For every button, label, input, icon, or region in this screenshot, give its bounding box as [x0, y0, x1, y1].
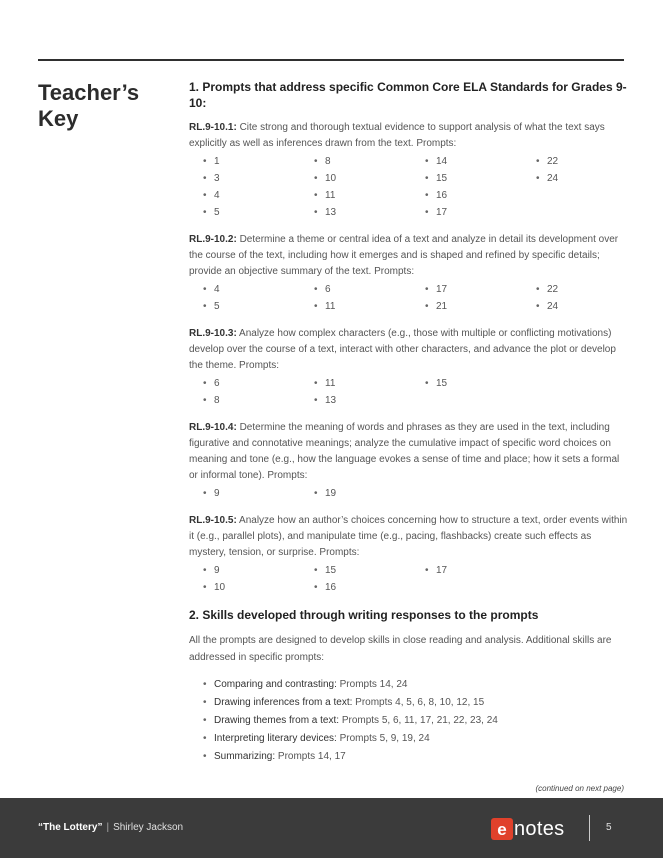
- prompt-number: [425, 579, 536, 596]
- bullet-icon: •: [203, 190, 207, 201]
- prompt-number: [203, 485, 314, 502]
- footer-separator: |: [106, 822, 110, 833]
- bullet-icon: •: [314, 173, 318, 184]
- prompt-number-value: 3: [214, 173, 220, 184]
- skill-item: [203, 712, 629, 730]
- top-rule: [38, 59, 624, 61]
- prompt-number: [425, 298, 536, 315]
- footer-book-info: [38, 822, 183, 833]
- prompt-number: [425, 392, 536, 409]
- continued-note: (continued on next page): [535, 784, 624, 793]
- skill-item: [203, 676, 629, 694]
- skill-item: [203, 748, 629, 766]
- footer: [0, 798, 663, 858]
- prompt-number-value: 4: [214, 190, 220, 201]
- bullet-icon: •: [203, 733, 207, 744]
- standard-code: RL.9-10.1:: [189, 122, 237, 133]
- standard-block: [189, 232, 629, 315]
- bullet-icon: •: [536, 284, 540, 295]
- bullet-icon: •: [536, 301, 540, 312]
- prompt-number: [203, 579, 314, 596]
- prompt-number: [314, 485, 425, 502]
- prompt-number: [425, 170, 536, 187]
- section2-intro: All the prompts are designed to develop skills in close reading and analysis. Additional skills are addressed in specific prompts:: [189, 635, 612, 663]
- prompt-number-value: 14: [436, 156, 448, 167]
- prompt-number-value: 6: [325, 284, 331, 295]
- skill-name: Comparing and contrasting:: [214, 679, 337, 690]
- enotes-logo-wordmark: notes: [514, 818, 565, 840]
- prompt-number: [425, 562, 536, 579]
- standard-block: [189, 420, 629, 502]
- prompt-number: [536, 485, 626, 502]
- standard-code: RL.9-10.4:: [189, 422, 237, 433]
- prompt-number-value: 1: [214, 156, 220, 167]
- prompt-number: [203, 375, 314, 392]
- prompt-number: [314, 281, 425, 298]
- skill-prompts: Prompts 4, 5, 6, 8, 10, 12, 15: [352, 697, 485, 708]
- bullet-icon: •: [425, 565, 429, 576]
- prompt-number-value: 13: [325, 395, 337, 406]
- prompt-number: [203, 281, 314, 298]
- prompt-number: [314, 187, 425, 204]
- prompt-number-value: 10: [214, 582, 226, 593]
- prompt-number-value: 5: [214, 301, 220, 312]
- footer-author: Shirley Jackson: [113, 822, 184, 833]
- prompt-number: [536, 153, 626, 170]
- prompt-number: [314, 392, 425, 409]
- standard-text: Determine the meaning of words and phrases as they are used in the text, including figurative and connotative meanings; analyze the cumulative impact of specific word choices on meaning and tone (e.g., how the language evokes a sense of time and place; how it sets a formal or informal tone). Prompts:: [189, 422, 620, 481]
- prompt-number: [314, 579, 425, 596]
- standard-description: [189, 420, 629, 484]
- prompt-number-grid: [203, 281, 629, 315]
- prompt-number-value: 17: [436, 565, 448, 576]
- prompt-number-grid: [203, 562, 629, 596]
- prompt-number: [203, 153, 314, 170]
- standard-description: [189, 120, 629, 152]
- prompt-number: [203, 562, 314, 579]
- standard-description: [189, 232, 629, 280]
- prompt-number-value: 15: [325, 565, 337, 576]
- standard-description: [189, 513, 629, 561]
- prompt-number-value: 16: [436, 190, 448, 201]
- skill-prompts: Prompts 5, 6, 11, 17, 21, 22, 23, 24: [339, 715, 498, 726]
- prompt-number-value: 9: [214, 565, 220, 576]
- prompt-number: [203, 170, 314, 187]
- page-number: 5: [606, 822, 612, 833]
- prompt-number: [536, 375, 626, 392]
- page-title: Teacher’s Key: [38, 80, 140, 131]
- prompt-number-value: 8: [325, 156, 331, 167]
- prompt-number-value: 22: [547, 156, 559, 167]
- standard-block: [189, 326, 629, 409]
- bullet-icon: •: [425, 173, 429, 184]
- prompt-number: [536, 187, 626, 204]
- bullet-icon: •: [314, 565, 318, 576]
- main-content: [189, 79, 629, 766]
- prompt-number: [536, 204, 626, 221]
- footer-divider: [589, 815, 590, 841]
- prompt-number-value: 13: [325, 207, 337, 218]
- bullet-icon: •: [203, 679, 207, 690]
- standard-description: [189, 326, 629, 374]
- prompt-number-grid: [203, 375, 629, 409]
- bullet-icon: •: [425, 301, 429, 312]
- skill-name: Interpreting literary devices:: [214, 733, 337, 744]
- prompt-number: [425, 153, 536, 170]
- bullet-icon: •: [203, 697, 207, 708]
- skills-list: [203, 676, 629, 766]
- prompt-number: [425, 187, 536, 204]
- bullet-icon: •: [536, 156, 540, 167]
- prompt-number-value: 6: [214, 378, 220, 389]
- skill-name: Summarizing:: [214, 751, 276, 762]
- standard-code: RL.9-10.3:: [189, 328, 237, 339]
- prompt-number: [203, 187, 314, 204]
- prompt-number: [536, 392, 626, 409]
- prompt-number-value: 10: [325, 173, 337, 184]
- prompt-number-value: 24: [547, 301, 559, 312]
- prompt-number: [536, 562, 626, 579]
- prompt-number: [314, 170, 425, 187]
- skill-name: Drawing inferences from a text:: [214, 697, 353, 708]
- prompt-number: [314, 375, 425, 392]
- standard-block: [189, 120, 629, 221]
- prompt-number: [536, 281, 626, 298]
- bullet-icon: •: [425, 207, 429, 218]
- footer-book-title: “The Lottery”: [38, 822, 103, 833]
- prompt-number: [314, 562, 425, 579]
- bullet-icon: •: [314, 156, 318, 167]
- standard-block: [189, 513, 629, 596]
- prompt-number-value: 15: [436, 378, 448, 389]
- bullet-icon: •: [314, 582, 318, 593]
- skill-prompts: Prompts 5, 9, 19, 24: [336, 733, 430, 744]
- bullet-icon: •: [425, 156, 429, 167]
- prompt-number-value: 17: [436, 284, 448, 295]
- prompt-number-grid: [203, 485, 629, 502]
- bullet-icon: •: [203, 378, 207, 389]
- bullet-icon: •: [314, 207, 318, 218]
- bullet-icon: •: [203, 565, 207, 576]
- skill-prompts: Prompts 14, 24: [336, 679, 408, 690]
- bullet-icon: •: [314, 301, 318, 312]
- enotes-logo-icon: e: [491, 818, 513, 840]
- standard-text: Analyze how complex characters (e.g., those with multiple or conflicting motivations) develop over the course of a text, interact with other characters, and advance the plot or develop the theme. Prompts:: [189, 328, 616, 371]
- prompt-number-value: 15: [436, 173, 448, 184]
- prompt-number: [203, 298, 314, 315]
- skill-item: [203, 730, 629, 748]
- prompt-number-value: 24: [547, 173, 559, 184]
- bullet-icon: •: [425, 378, 429, 389]
- standard-text: Determine a theme or central idea of a text and analyze in detail its development over the course of the text, including how it emerges and is shaped and refined by specific details; provide an objective summary of the text. Prompts:: [189, 234, 619, 277]
- prompt-number: [314, 298, 425, 315]
- bullet-icon: •: [203, 284, 207, 295]
- bullet-icon: •: [203, 395, 207, 406]
- bullet-icon: •: [203, 582, 207, 593]
- prompt-number-value: 11: [325, 190, 336, 201]
- prompt-number: [203, 204, 314, 221]
- prompt-number: [314, 204, 425, 221]
- enotes-logo[interactable]: [491, 818, 564, 840]
- bullet-icon: •: [314, 488, 318, 499]
- bullet-icon: •: [314, 190, 318, 201]
- bullet-icon: •: [425, 284, 429, 295]
- prompt-number: [425, 485, 536, 502]
- prompt-number: [425, 204, 536, 221]
- prompt-number: [203, 392, 314, 409]
- prompt-number: [425, 375, 536, 392]
- standard-text: Cite strong and thorough textual evidence to support analysis of what the text says explicitly as well as inferences drawn from the text. Prompts:: [189, 122, 605, 149]
- prompt-number: [536, 579, 626, 596]
- prompt-number-value: 5: [214, 207, 220, 218]
- prompt-number-value: 8: [214, 395, 220, 406]
- skill-item: [203, 694, 629, 712]
- bullet-icon: •: [314, 395, 318, 406]
- standard-text: Analyze how an author’s choices concerning how to structure a text, order events within it (e.g., parallel plots), and manipulate time (e.g., pacing, flashbacks) create such effects as mystery, tension, or surprise. Prompts:: [189, 515, 628, 558]
- bullet-icon: •: [203, 751, 207, 762]
- bullet-icon: •: [203, 207, 207, 218]
- skill-name: Drawing themes from a text:: [214, 715, 340, 726]
- prompt-number-value: 21: [436, 301, 448, 312]
- bullet-icon: •: [203, 156, 207, 167]
- bullet-icon: •: [314, 378, 318, 389]
- section2-heading: 2. Skills developed through writing responses to the prompts: [189, 608, 539, 622]
- bullet-icon: •: [536, 173, 540, 184]
- prompt-number: [536, 170, 626, 187]
- bullet-icon: •: [203, 301, 207, 312]
- prompt-number-value: 11: [325, 378, 336, 389]
- prompt-number-value: 11: [325, 301, 336, 312]
- prompt-number-grid: [203, 153, 629, 221]
- prompt-number-value: 9: [214, 488, 220, 499]
- prompt-number-value: 19: [325, 488, 337, 499]
- section1-heading: 1. Prompts that address specific Common Core ELA Standards for Grades 9-10:: [189, 80, 627, 110]
- standard-code: RL.9-10.5:: [189, 515, 237, 526]
- skill-prompts: Prompts 14, 17: [275, 751, 346, 762]
- prompt-number-value: 22: [547, 284, 559, 295]
- standards-list: [189, 120, 629, 596]
- standard-code: RL.9-10.2:: [189, 234, 237, 245]
- prompt-number-value: 17: [436, 207, 448, 218]
- bullet-icon: •: [314, 284, 318, 295]
- bullet-icon: •: [203, 173, 207, 184]
- prompt-number: [314, 153, 425, 170]
- prompt-number: [425, 281, 536, 298]
- prompt-number-value: 4: [214, 284, 220, 295]
- bullet-icon: •: [425, 190, 429, 201]
- prompt-number: [536, 298, 626, 315]
- bullet-icon: •: [203, 715, 207, 726]
- bullet-icon: •: [203, 488, 207, 499]
- prompt-number-value: 16: [325, 582, 337, 593]
